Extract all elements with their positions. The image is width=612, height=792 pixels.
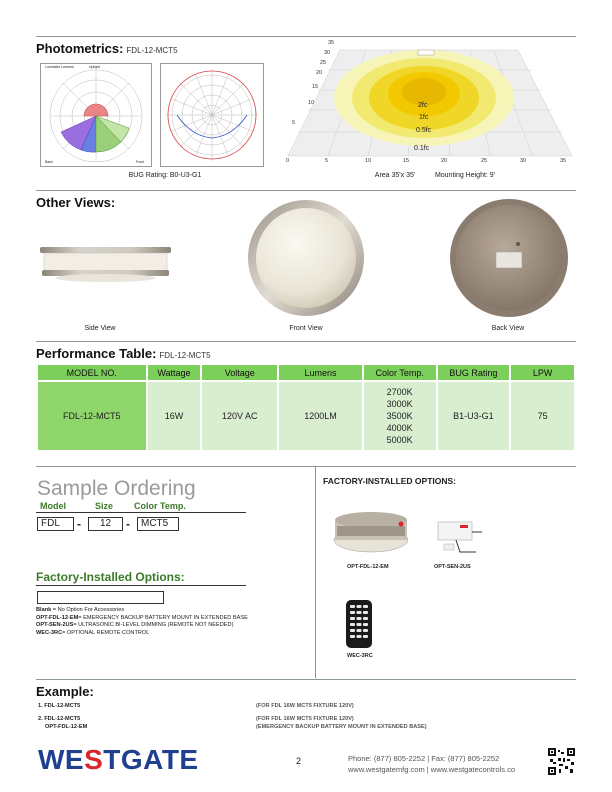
photometrics-subtitle: FDL-12-MCT5 bbox=[126, 46, 178, 55]
iso-x-tick: 15 bbox=[403, 158, 410, 164]
opt-sen-image bbox=[436, 518, 488, 558]
vertical-divider bbox=[315, 466, 316, 678]
option-text: = EMERGENCY BACKUP BATTERY MOUNT IN EXTENDED BASE bbox=[78, 614, 248, 621]
footer-phone: Phone: (877) 805-2252 | Fax: (877) 805-2252 bbox=[348, 754, 500, 763]
qr-code-icon bbox=[548, 748, 575, 775]
divider-example bbox=[36, 679, 576, 680]
front-view-image bbox=[246, 197, 366, 319]
polar-label-front: Front bbox=[136, 160, 145, 164]
cell-voltage: 120V AC bbox=[201, 381, 278, 451]
top-rule bbox=[36, 36, 576, 37]
divider-ordering bbox=[36, 466, 576, 467]
divider-performance bbox=[36, 341, 576, 342]
ordering-label-size: Size bbox=[95, 501, 114, 511]
header-model: MODEL NO. bbox=[37, 364, 147, 381]
example-note-1: (FOR FDL 16W MCT5 FIXTURE 120V) bbox=[256, 703, 354, 709]
bug-polar-plot bbox=[40, 63, 152, 167]
ordering-label-model: Model bbox=[40, 501, 66, 511]
header-lpw: LPW bbox=[510, 364, 575, 381]
isofootcandle-plot bbox=[282, 40, 576, 172]
divider-other-views bbox=[36, 190, 576, 191]
front-view-caption: Front View bbox=[289, 325, 323, 332]
ordering-dash: - bbox=[126, 517, 130, 531]
polar-label-lumens: Luminaire Lumens bbox=[45, 65, 74, 69]
performance-heading bbox=[36, 346, 211, 361]
header-bug-rating: BUG Rating bbox=[437, 364, 511, 381]
header-lumens: Lumens bbox=[278, 364, 363, 381]
example-line-2b: OPT-FDL-12-EM bbox=[45, 724, 88, 730]
options-field bbox=[37, 591, 164, 604]
opt-em-image bbox=[331, 510, 411, 554]
header-wattage: Wattage bbox=[147, 364, 202, 381]
iso-x-tick: 35 bbox=[560, 158, 567, 164]
option-line bbox=[36, 615, 248, 623]
bug-rating-caption: BUG Rating: B0-U3-G1 bbox=[128, 172, 202, 179]
ordering-field-size: 12 bbox=[88, 517, 123, 531]
cell-bug-rating: B1-U3-G1 bbox=[437, 381, 511, 451]
performance-title: Performance Table: bbox=[36, 346, 157, 361]
ordering-field-model: FDL bbox=[37, 517, 74, 531]
iso-y-tick: 35 bbox=[328, 40, 335, 46]
iso-axis-bottom bbox=[282, 158, 576, 166]
example-note-2a: (FOR FDL 16W MCT5 FIXTURE 120V) bbox=[256, 716, 354, 722]
iso-y-tick: 25 bbox=[320, 60, 327, 66]
iso-y-tick: 20 bbox=[316, 70, 323, 76]
iso-x-tick: 20 bbox=[441, 158, 448, 164]
footer-web[interactable]: www.westgatemfg.com | www.westgatecontrols.co bbox=[348, 765, 516, 774]
performance-table bbox=[36, 363, 576, 452]
example-line-1: 1. FDL-12-MCT5 bbox=[38, 703, 81, 709]
option-text: = No Option For Accessories bbox=[51, 607, 125, 613]
side-view-caption: Side View bbox=[84, 325, 116, 332]
westgate-logo[interactable]: WESTGATE bbox=[38, 744, 199, 775]
photometrics-heading bbox=[36, 41, 178, 56]
table-header-row bbox=[37, 364, 575, 381]
option-text: = OPTIONAL REMOTE CONTROL bbox=[62, 629, 150, 636]
iso-label-2fc: 2fc bbox=[418, 102, 428, 109]
page-number: 2 bbox=[296, 756, 302, 766]
performance-subtitle: FDL-12-MCT5 bbox=[159, 351, 211, 360]
iso-label-1fc: 1fc bbox=[419, 114, 429, 121]
iso-y-tick: 5 bbox=[292, 120, 296, 126]
iso-label-01fc: 0.1fc bbox=[414, 145, 430, 152]
options-rule bbox=[36, 585, 246, 586]
factory-options-title: Factory-Installed Options: bbox=[36, 570, 185, 584]
option-line bbox=[36, 630, 248, 638]
color-temp-value: 3000K bbox=[386, 399, 413, 409]
mounting-height-caption: Mounting Height: 9' bbox=[434, 172, 496, 179]
cell-model: FDL-12-MCT5 bbox=[37, 381, 147, 451]
side-view-image bbox=[38, 245, 173, 285]
factory-installed-options-heading: FACTORY-INSTALLED OPTIONS: bbox=[323, 476, 457, 486]
iso-x-tick: 30 bbox=[520, 158, 527, 164]
iso-y-tick: 15 bbox=[312, 84, 319, 90]
logo-accent-letter: S bbox=[84, 744, 104, 775]
iso-axis-left bbox=[282, 40, 342, 156]
ordering-label-color-temp: Color Temp. bbox=[134, 501, 186, 511]
ordering-field-color-temp: MCT5 bbox=[137, 517, 179, 531]
photometrics-title: Photometrics: bbox=[36, 41, 124, 56]
example-title: Example: bbox=[36, 684, 94, 699]
iso-y-tick: 30 bbox=[324, 50, 331, 56]
table-row bbox=[37, 381, 575, 451]
ordering-dash: - bbox=[77, 517, 81, 531]
option-line bbox=[36, 607, 248, 615]
ordering-rule bbox=[36, 512, 246, 513]
option-code: OPT-FDL-12-EM bbox=[36, 614, 79, 621]
back-view-image bbox=[448, 197, 570, 319]
cell-lumens: 1200LM bbox=[278, 381, 363, 451]
back-view-caption: Back View bbox=[491, 325, 525, 332]
color-temp-value: 3500K bbox=[386, 411, 413, 421]
iso-x-tick: 5 bbox=[325, 158, 329, 164]
example-line-2a: 2. FDL-12-MCT5 bbox=[38, 716, 81, 722]
candela-polar-plot bbox=[160, 63, 264, 167]
iso-x-tick: 10 bbox=[365, 158, 372, 164]
color-temp-value: 4000K bbox=[386, 423, 413, 433]
options-list bbox=[36, 607, 248, 637]
remote-control-image bbox=[344, 599, 374, 649]
opt-em-caption: OPT-FDL-12-EM bbox=[347, 564, 389, 570]
polar-label-back: Back bbox=[45, 160, 53, 164]
iso-x-tick: 0 bbox=[286, 158, 290, 164]
option-line bbox=[36, 622, 248, 630]
color-temp-value: 2700K bbox=[386, 387, 413, 397]
cell-lpw: 75 bbox=[510, 381, 575, 451]
other-views-title: Other Views: bbox=[36, 195, 116, 210]
polar-label-uplight: Uplight bbox=[89, 65, 100, 69]
header-voltage: Voltage bbox=[201, 364, 278, 381]
option-code: Blank bbox=[36, 607, 52, 613]
cell-color-temps bbox=[363, 381, 437, 451]
color-temp-value: 5000K bbox=[386, 435, 413, 445]
option-code: WEC-3RC bbox=[36, 629, 63, 636]
header-color-temp: Color Temp. bbox=[363, 364, 437, 381]
option-text: = ULTRASONIC BI-LEVEL DIMMING (REMOTE NOT NEEDED) bbox=[73, 622, 234, 629]
iso-y-tick: 10 bbox=[308, 100, 315, 106]
example-note-2b: (EMERGENCY BACKUP BATTERY MOUNT IN EXTENDED BASE) bbox=[256, 724, 427, 730]
sample-ordering-title: Sample Ordering bbox=[37, 477, 196, 500]
area-caption: Area 35'x 35' bbox=[374, 172, 416, 179]
remote-caption: WEC-3RC bbox=[347, 653, 373, 659]
option-code: OPT-SEN-2US bbox=[36, 622, 74, 629]
iso-x-tick: 25 bbox=[481, 158, 488, 164]
opt-sen-caption: OPT-SEN-2US bbox=[434, 564, 471, 570]
iso-label-05fc: 0.5fc bbox=[416, 127, 432, 134]
cell-wattage: 16W bbox=[147, 381, 202, 451]
